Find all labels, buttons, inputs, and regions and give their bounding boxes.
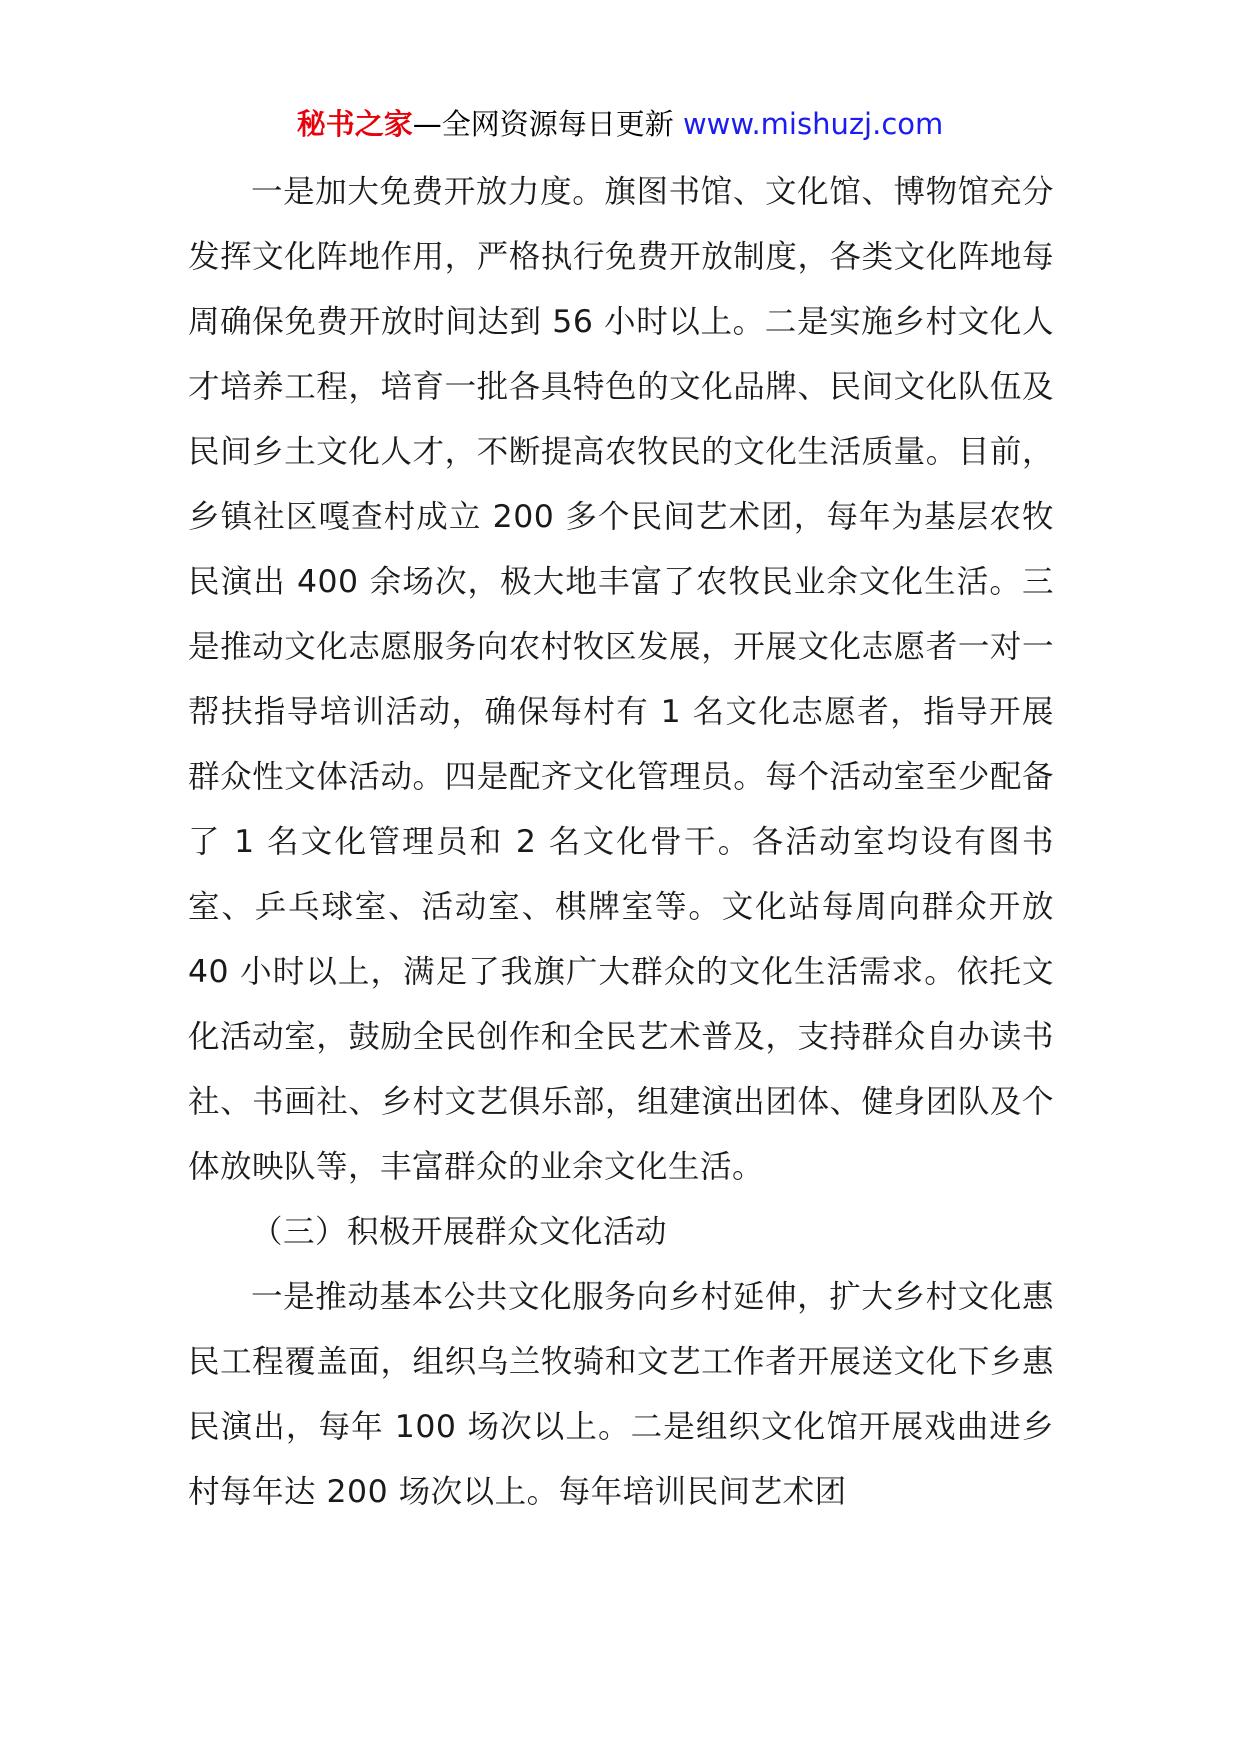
paragraph-1: 一是加大免费开放力度。旗图书馆、文化馆、博物馆充分发挥文化阵地作用，严格执行免费开放制度，各类文化阵地每周确保免费开放时间达到 56 小时以上。二是实施乡村文化人才培养工程，培育一批各具特色的文化品牌、民间文化队伍及民间乡土文化人才，不断提高农牧民的文化生活质量。目前，乡镇社区嘎查村成立 200 多个民间艺术团，每年为基层农牧民演出 400 余场次，极大地丰富了农牧民业余文化生活。三是推动文化志愿服务向农村牧区发展，开展文化志愿者一对一帮扶指导培训活动，确保每村有 1 名文化志愿者，指导开展群众性文体活动。四是配齐文化管理员。每个活动室至少配备了 1 名文化管理员和 2 名文化骨干。各活动室均设有图书室、乒乓球室、活动室、棋牌室等。文化站每周向群众开放 40 小时以上，满足了我旗广大群众的文化生活需求。依托文化活动室，鼓励全民创作和全民艺术普及，支持群众自办读书社、书画社、乡村文艺俱乐部，组建演出团体、健身团队及个体放映队等，丰富群众的业余文化生活。: [188, 174, 1054, 1185]
paragraph-2: 一是推动基本公共文化服务向乡村延伸，扩大乡村文化惠民工程覆盖面，组织乌兰牧骑和文艺工作者开展送文化下乡惠民演出，每年 100 场次以上。二是组织文化馆开展戏曲进乡村每年达 200 场次以上。每年培训民间艺术团: [188, 1279, 1054, 1510]
header-brand: 秘书之家: [296, 107, 413, 141]
page-header: [0, 104, 1240, 144]
section-heading: （三）积极开展群众文化活动: [251, 1214, 668, 1250]
document-body: [188, 160, 1054, 1525]
header-url-link[interactable]: www.mishuzj.com: [682, 107, 944, 141]
header-tagline: —全网资源每日更新: [412, 107, 683, 141]
